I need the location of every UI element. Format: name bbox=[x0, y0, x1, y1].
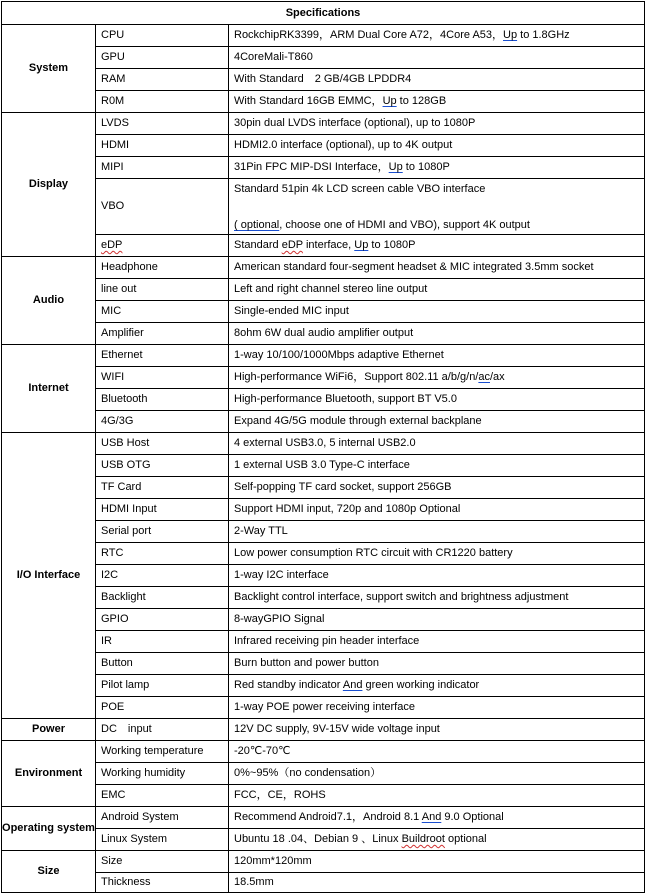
spec-item-edp bbox=[96, 235, 229, 257]
spec-value-mic: Single-ended MIC input bbox=[229, 301, 645, 323]
table-row bbox=[2, 113, 645, 135]
table-row bbox=[2, 675, 645, 697]
spec-value-rtc: Low power consumption RTC circuit with CR1220 battery bbox=[229, 543, 645, 565]
table-row bbox=[2, 851, 645, 873]
table-row bbox=[2, 741, 645, 763]
spec-value-edp: Standard eDP interface, Up to 1080P bbox=[229, 235, 645, 257]
category-power: Power bbox=[2, 719, 96, 741]
spec-value-backlight: Backlight control interface, support switch and brightness adjustment bbox=[229, 587, 645, 609]
category-display: Display bbox=[2, 113, 96, 257]
table-row bbox=[2, 609, 645, 631]
table-row bbox=[2, 499, 645, 521]
table-row bbox=[2, 873, 645, 893]
spec-value-bluetooth: High-performance Bluetooth, support BT V5.0 bbox=[229, 389, 645, 411]
table-row bbox=[2, 455, 645, 477]
spec-value-usb-host: 4 external USB3.0, 5 internal USB2.0 bbox=[229, 433, 645, 455]
spec-item-ram: RAM bbox=[96, 69, 229, 91]
spec-item-hdmi: HDMI bbox=[96, 135, 229, 157]
category-internet: Internet bbox=[2, 345, 96, 433]
spec-value-android-system: Recommend Android7.1，Android 8.1 And 9.0 Optional bbox=[229, 807, 645, 829]
table-row bbox=[2, 763, 645, 785]
spec-item-label: eDP bbox=[101, 239, 123, 251]
table-row bbox=[2, 301, 645, 323]
spec-item-dc-input: DC input bbox=[96, 719, 229, 741]
spec-item-bluetooth: Bluetooth bbox=[96, 389, 229, 411]
spec-item-cpu: CPU bbox=[96, 25, 229, 47]
table-row bbox=[2, 411, 645, 433]
spec-value-ethernet: 1-way 10/100/1000Mbps adaptive Ethernet bbox=[229, 345, 645, 367]
table-row bbox=[2, 235, 645, 257]
table-row bbox=[2, 543, 645, 565]
spec-value-thickness: 18.5mm bbox=[229, 873, 645, 893]
table-row bbox=[2, 587, 645, 609]
table-row bbox=[2, 345, 645, 367]
spec-item-mic: MIC bbox=[96, 301, 229, 323]
table-row bbox=[2, 69, 645, 91]
spec-value-dc-input: 12V DC supply, 9V-15V wide voltage input bbox=[229, 719, 645, 741]
table-row bbox=[2, 157, 645, 179]
table-row bbox=[2, 433, 645, 455]
table-row bbox=[2, 25, 645, 47]
spec-item-ethernet: Ethernet bbox=[96, 345, 229, 367]
table-row bbox=[2, 807, 645, 829]
spec-item-r0m: R0M bbox=[96, 91, 229, 113]
spec-item-vbo: VBO bbox=[96, 179, 229, 235]
spec-value-mipi: 31Pin FPC MIP-DSI Interface，Up to 1080P bbox=[229, 157, 645, 179]
specifications-table bbox=[1, 1, 645, 893]
table-row bbox=[2, 179, 645, 235]
spec-item-gpio: GPIO bbox=[96, 609, 229, 631]
table-row bbox=[2, 323, 645, 345]
spec-item-ir: IR bbox=[96, 631, 229, 653]
spec-item-thickness: Thickness bbox=[96, 873, 229, 893]
spec-value-gpio: 8-wayGPIO Signal bbox=[229, 609, 645, 631]
spec-value-line-out: Left and right channel stereo line output bbox=[229, 279, 645, 301]
spec-item-emc: EMC bbox=[96, 785, 229, 807]
table-row bbox=[2, 697, 645, 719]
table-row bbox=[2, 719, 645, 741]
table-row bbox=[2, 521, 645, 543]
table-row bbox=[2, 389, 645, 411]
spec-value-ir: Infrared receiving pin header interface bbox=[229, 631, 645, 653]
spec-value-usb-otg: 1 external USB 3.0 Type-C interface bbox=[229, 455, 645, 477]
category-size: Size bbox=[2, 851, 96, 893]
spec-value-lvds: 30pin dual LVDS interface (optional), up to 1080P bbox=[229, 113, 645, 135]
table-row bbox=[2, 653, 645, 675]
spec-item-gpu: GPU bbox=[96, 47, 229, 69]
spec-item-hdmi-input: HDMI Input bbox=[96, 499, 229, 521]
title-row bbox=[2, 2, 645, 25]
spec-value-line-2: ( optional, choose one of HDMI and VBO), support 4K output bbox=[234, 219, 530, 231]
spec-value-amplifier: 8ohm 6W dual audio amplifier output bbox=[229, 323, 645, 345]
spec-item-usb-host: USB Host bbox=[96, 433, 229, 455]
spec-item-mipi: MIPI bbox=[96, 157, 229, 179]
spec-item-lvds: LVDS bbox=[96, 113, 229, 135]
table-row bbox=[2, 477, 645, 499]
spec-value-4g-3g: Expand 4G/5G module through external backplane bbox=[229, 411, 645, 433]
spec-item-wifi: WIFI bbox=[96, 367, 229, 389]
spec-item-headphone: Headphone bbox=[96, 257, 229, 279]
spec-value-button: Burn button and power button bbox=[229, 653, 645, 675]
spec-value-gpu: 4CoreMali-T860 bbox=[229, 47, 645, 69]
spec-value-working-humidity: 0%~95%（no condensation） bbox=[229, 763, 645, 785]
table-row bbox=[2, 257, 645, 279]
category-operating-system: Operating system bbox=[2, 807, 96, 851]
spec-value-line-1: Standard 51pin 4k LCD screen cable VBO interface bbox=[234, 183, 486, 195]
spec-item-line-out: line out bbox=[96, 279, 229, 301]
table-row bbox=[2, 565, 645, 587]
spec-item-usb-otg: USB OTG bbox=[96, 455, 229, 477]
spec-item-amplifier: Amplifier bbox=[96, 323, 229, 345]
spec-value-i2c: 1-way I2C interface bbox=[229, 565, 645, 587]
spec-item-poe: POE bbox=[96, 697, 229, 719]
spec-value-poe: 1-way POE power receiving interface bbox=[229, 697, 645, 719]
spec-value-ram: With Standard 2 GB/4GB LPDDR4 bbox=[229, 69, 645, 91]
spec-value-serial-port: 2-Way TTL bbox=[229, 521, 645, 543]
table-row bbox=[2, 47, 645, 69]
spec-value-headphone: American standard four-segment headset & MIC integrated 3.5mm socket bbox=[229, 257, 645, 279]
category-system: System bbox=[2, 25, 96, 113]
category-audio: Audio bbox=[2, 257, 96, 345]
spec-item-backlight: Backlight bbox=[96, 587, 229, 609]
spec-value-size: 120mm*120mm bbox=[229, 851, 645, 873]
spec-item-rtc: RTC bbox=[96, 543, 229, 565]
table-row bbox=[2, 829, 645, 851]
table-row bbox=[2, 91, 645, 113]
spec-item-working-humidity: Working humidity bbox=[96, 763, 229, 785]
category-environment: Environment bbox=[2, 741, 96, 807]
spec-item-button: Button bbox=[96, 653, 229, 675]
spec-item-android-system: Android System bbox=[96, 807, 229, 829]
spec-value-r0m: With Standard 16GB EMMC，Up to 128GB bbox=[229, 91, 645, 113]
table-row bbox=[2, 367, 645, 389]
spec-value-wifi: High-performance WiFi6，Support 802.11 a/b/g/n/ac/ax bbox=[229, 367, 645, 389]
table-row bbox=[2, 135, 645, 157]
spec-item-4g-3g: 4G/3G bbox=[96, 411, 229, 433]
table-title: Specifications bbox=[2, 2, 645, 25]
spec-item-linux-system: Linux System bbox=[96, 829, 229, 851]
spec-item-serial-port: Serial port bbox=[96, 521, 229, 543]
spec-value-hdmi-input: Support HDMI input, 720p and 1080p Optional bbox=[229, 499, 645, 521]
spec-item-tf-card: TF Card bbox=[96, 477, 229, 499]
spec-value-cpu: RockchipRK3399，ARM Dual Core A72，4Core A53，Up to 1.8GHz bbox=[229, 25, 645, 47]
spec-value-emc: FCC，CE，ROHS bbox=[229, 785, 645, 807]
spec-value-working-temperature: -20℃-70℃ bbox=[229, 741, 645, 763]
spec-item-i2c: I2C bbox=[96, 565, 229, 587]
spec-item-pilot-lamp: Pilot lamp bbox=[96, 675, 229, 697]
spec-item-size: Size bbox=[96, 851, 229, 873]
table-row bbox=[2, 785, 645, 807]
spec-value-hdmi: HDMI2.0 interface (optional), up to 4K output bbox=[229, 135, 645, 157]
table-row bbox=[2, 631, 645, 653]
spec-value-tf-card: Self-popping TF card socket, support 256GB bbox=[229, 477, 645, 499]
spec-value-linux-system: Ubuntu 18 .04、Debian 9 、Linux Buildroot optional bbox=[229, 829, 645, 851]
spec-value-pilot-lamp: Red standby indicator And green working indicator bbox=[229, 675, 645, 697]
spec-item-working-temperature: Working temperature bbox=[96, 741, 229, 763]
table-row bbox=[2, 279, 645, 301]
category-i-o-interface: I/O Interface bbox=[2, 433, 96, 719]
spec-value-vbo bbox=[229, 179, 645, 235]
